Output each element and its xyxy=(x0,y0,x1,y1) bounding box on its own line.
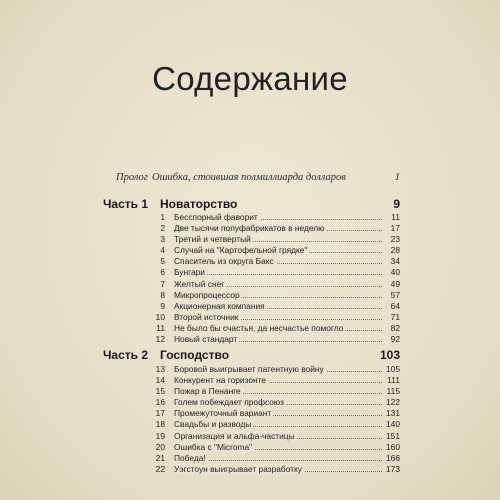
chapter-entry xyxy=(150,431,400,442)
chapter-number: 19 xyxy=(155,430,165,441)
chapter-page: 71 xyxy=(390,311,400,322)
prolog-page: 1 xyxy=(394,172,400,183)
part-1-heading xyxy=(103,197,400,213)
chapter-entry xyxy=(150,279,400,290)
chapter-title: Боровой выигрывает патентную войну xyxy=(174,364,324,374)
chapter-title: Промежуточный вариант xyxy=(174,408,272,419)
chapter-title: Новый стандарт xyxy=(174,334,238,345)
chapter-entry xyxy=(150,442,400,453)
chapter-page: 131 xyxy=(386,408,400,419)
chapter-page: 140 xyxy=(386,419,400,430)
chapter-entry xyxy=(150,397,400,408)
chapter-number: 3 xyxy=(160,234,165,245)
chapter-page: 40 xyxy=(390,267,400,278)
chapter-entry xyxy=(150,223,400,234)
chapter-title: Второй источник xyxy=(174,311,239,322)
chapter-title-wrap xyxy=(174,453,208,464)
part-label: Часть 2 xyxy=(103,348,149,362)
chapter-number: 4 xyxy=(160,245,165,256)
chapter-number: 20 xyxy=(155,441,165,452)
chapter-title-wrap xyxy=(174,419,253,430)
chapter-title-wrap xyxy=(174,234,253,245)
chapter-title: Две тысячи полуфабрикатов в неделю xyxy=(174,223,325,234)
chapter-number: 11 xyxy=(156,322,165,333)
part-title: Новаторство xyxy=(160,197,238,211)
chapter-number: 5 xyxy=(160,256,165,267)
chapter-page: 17 xyxy=(390,223,400,234)
chapter-title-wrap xyxy=(174,267,207,278)
chapter-entry xyxy=(150,453,400,464)
chapter-entry xyxy=(150,419,400,430)
chapter-title-wrap xyxy=(174,408,273,419)
chapter-page: 105 xyxy=(386,364,400,374)
chapter-title-wrap xyxy=(174,334,239,345)
chapter-title: Организация и альфа-частицы xyxy=(174,430,295,441)
chapter-number: 22 xyxy=(155,463,165,474)
chapter-title: Ошибка с "Microma" xyxy=(174,441,253,452)
chapter-title: Голем побеждает профсоюз xyxy=(174,397,285,408)
chapter-page: 115 xyxy=(386,386,400,397)
chapter-page: 166 xyxy=(386,452,400,463)
chapter-title-wrap xyxy=(174,245,309,256)
chapter-entry xyxy=(150,464,400,475)
chapter-page: 111 xyxy=(387,375,400,386)
chapter-entry xyxy=(150,234,400,245)
chapter-entry xyxy=(150,256,400,267)
chapter-entry xyxy=(150,386,400,397)
chapter-title: Случай на "Картофельной грядке" xyxy=(174,245,308,256)
chapter-number: 10 xyxy=(155,311,165,322)
chapter-title-wrap xyxy=(174,256,276,267)
chapter-title-wrap xyxy=(174,397,286,408)
prolog-entry xyxy=(116,172,400,186)
chapter-title-wrap xyxy=(174,386,243,397)
chapter-number: 16 xyxy=(155,397,165,408)
chapter-entry xyxy=(150,312,400,323)
chapter-title-wrap xyxy=(174,290,242,301)
chapter-title-wrap xyxy=(174,223,326,234)
chapter-entry xyxy=(150,364,400,375)
chapter-number: 6 xyxy=(160,267,165,278)
chapter-title: Свадьбы и разводы xyxy=(174,419,252,430)
chapter-title-wrap xyxy=(174,442,254,453)
chapter-title-wrap xyxy=(174,301,267,312)
chapter-title: Бунгари xyxy=(174,267,205,278)
chapter-title-wrap xyxy=(174,323,345,334)
chapter-entry xyxy=(150,245,400,256)
chapter-title: Победа! xyxy=(174,452,206,463)
chapter-title: Акционерная компания xyxy=(174,300,265,311)
chapter-number: 9 xyxy=(160,300,165,311)
chapter-title-wrap xyxy=(174,364,326,375)
chapter-number: 14 xyxy=(155,375,165,386)
prolog-label: Пролог xyxy=(116,172,148,183)
chapter-page: 173 xyxy=(386,463,400,474)
part-title: Господство xyxy=(160,348,230,362)
chapter-page: 49 xyxy=(390,278,400,289)
chapter-title: Не было бы счастья, да несчастье помогло xyxy=(174,322,344,333)
chapter-number: 21 xyxy=(155,452,165,463)
chapter-title: Конкурент на горизонте xyxy=(174,375,267,386)
chapter-entry xyxy=(150,334,400,345)
chapter-entry xyxy=(150,375,400,386)
chapter-entry xyxy=(150,267,400,278)
chapter-number: 17 xyxy=(155,408,165,419)
chapter-title-wrap xyxy=(174,212,260,223)
chapter-number: 2 xyxy=(160,223,165,234)
chapter-page: 64 xyxy=(390,300,400,311)
chapter-title-wrap xyxy=(174,431,297,442)
chapter-page: 151 xyxy=(386,430,400,441)
chapter-entry xyxy=(150,408,400,419)
chapter-title: Третий и четвертый xyxy=(174,234,251,245)
chapter-number: 18 xyxy=(155,419,165,430)
part-1-chapter-list xyxy=(150,212,400,345)
chapter-page: 57 xyxy=(390,289,400,300)
chapter-page: 122 xyxy=(386,397,400,408)
chapter-title: Уэгстоун выигрывает разработку xyxy=(174,463,302,474)
chapter-page: 92 xyxy=(390,334,400,345)
chapter-number: 1 xyxy=(160,212,165,222)
chapter-number: 12 xyxy=(155,334,165,345)
part-label: Часть 1 xyxy=(103,197,149,211)
part-page: 103 xyxy=(379,348,400,362)
chapter-title-wrap xyxy=(174,312,240,323)
chapter-number: 13 xyxy=(155,364,165,374)
chapter-entry xyxy=(150,301,400,312)
chapter-page: 82 xyxy=(390,322,400,333)
chapter-page: 11 xyxy=(391,212,400,222)
chapter-title: Спаситель из округа Бакс xyxy=(174,256,274,267)
chapter-page: 34 xyxy=(390,256,400,267)
page-title: Содержание xyxy=(152,60,348,97)
part-page: 9 xyxy=(393,197,400,211)
chapter-entry xyxy=(150,290,400,301)
chapter-page: 160 xyxy=(386,441,400,452)
chapter-title-wrap xyxy=(174,375,268,386)
chapter-title: Бесспорный фаворит xyxy=(174,212,258,222)
chapter-title-wrap xyxy=(174,279,226,290)
chapter-title: Желтый снег xyxy=(174,278,225,289)
chapter-title: Пожар в Пенанге xyxy=(174,386,241,397)
prolog-title: Ошибка, стоившая полмиллиарда долларов xyxy=(152,172,346,183)
chapter-number: 8 xyxy=(160,289,165,300)
chapter-title-wrap xyxy=(174,464,304,475)
chapter-title: Микропроцессор xyxy=(174,289,240,300)
chapter-entry xyxy=(150,212,400,223)
chapter-page: 28 xyxy=(390,245,400,256)
chapter-number: 15 xyxy=(155,386,165,397)
chapter-page: 23 xyxy=(390,234,400,245)
chapter-number: 7 xyxy=(160,278,165,289)
part-2-heading xyxy=(103,348,400,364)
part-2-chapter-list xyxy=(150,364,400,475)
chapter-entry xyxy=(150,323,400,334)
